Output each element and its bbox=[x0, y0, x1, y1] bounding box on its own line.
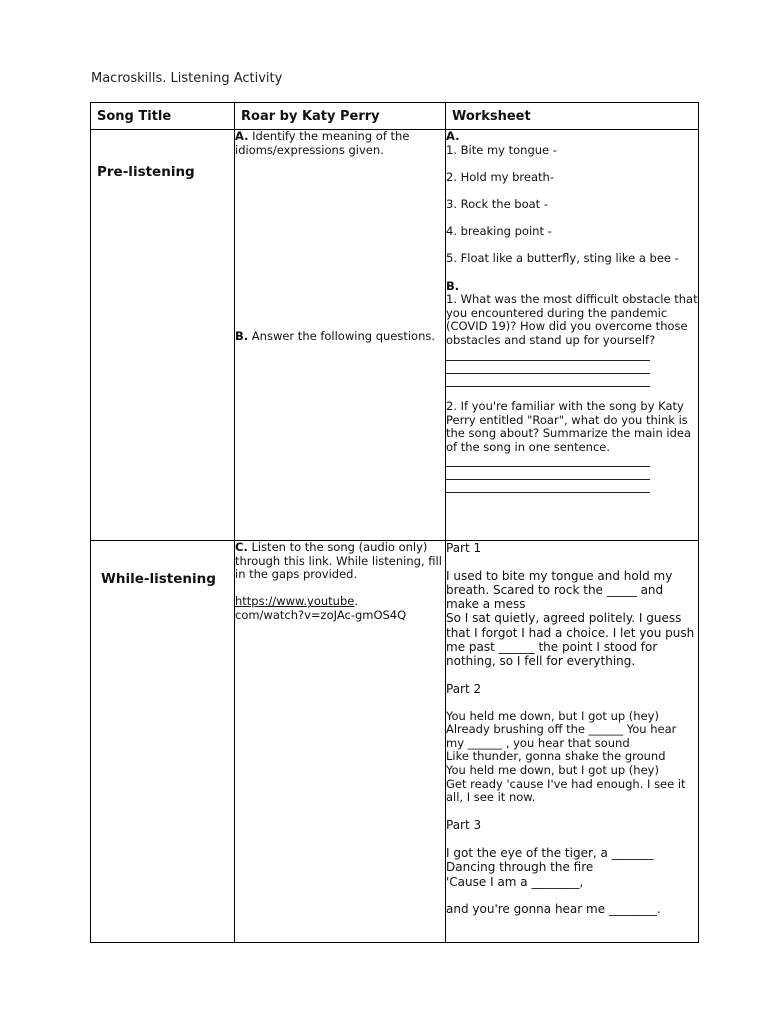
while-listening-row bbox=[91, 541, 699, 943]
song-link[interactable]: https://www.youtube. com/watch?v=zoJAc-gmOS4Q bbox=[235, 594, 407, 622]
instruction-c: C. Listen to the song (audio only) through this link. While listening, fill in the gaps provided. bbox=[235, 540, 442, 582]
part-3-label: Part 3 bbox=[446, 818, 482, 833]
answer-line[interactable] bbox=[446, 480, 650, 493]
answer-line[interactable] bbox=[446, 467, 650, 480]
answer-line[interactable] bbox=[446, 374, 650, 387]
worksheet-b-label: B. bbox=[446, 278, 460, 293]
while-listening-worksheet-cell bbox=[446, 541, 699, 943]
question-1: 1. What was the most difficult obstacle that you encountered during the pandemic (COVID 19)? How did you overcome those obstacles and stand up for yourself? bbox=[446, 292, 698, 347]
while-listening-instructions-cell bbox=[235, 541, 446, 943]
table-header-row bbox=[91, 103, 699, 130]
answer-line[interactable] bbox=[446, 348, 650, 361]
part-2-lyrics: You held me down, but I got up (hey) Already brushing off the ______ You hear my ______ , you hear that sound Like thunder, gonna shake the ground You held me down, but I got up (hey) Get ready 'cause I've had enough. I see it all, I see it now. bbox=[446, 708, 686, 805]
col-header-worksheet: Worksheet bbox=[446, 103, 699, 130]
idiom-item: 5. Float like a butterfly, sting like a bee - bbox=[446, 251, 679, 266]
pre-listening-stage-cell bbox=[91, 130, 235, 541]
instruction-b: B. Answer the following questions. bbox=[235, 329, 436, 344]
instruction-a: A. Identify the meaning of the idioms/expressions given. bbox=[235, 129, 410, 157]
part-3-lyrics: I got the eye of the tiger, a _______ Dancing through the fire 'Cause I am a ________, bbox=[446, 846, 654, 889]
col-header-song-title: Song Title bbox=[91, 103, 235, 130]
worksheet-table bbox=[90, 102, 699, 943]
idiom-item: 3. Rock the boat - bbox=[446, 196, 549, 211]
pre-listening-label: Pre-listening bbox=[97, 164, 195, 180]
question-2: 2. If you're familiar with the song by Katy Perry entitled "Roar", what do you think is the song about? Summarize the main idea of the song in one sentence. bbox=[446, 399, 692, 454]
answer-line[interactable] bbox=[446, 454, 650, 467]
pre-listening-row bbox=[91, 130, 699, 541]
idiom-item: 2. Hold my breath- bbox=[446, 169, 554, 184]
while-listening-label: While-listening bbox=[101, 571, 216, 587]
page-heading: Macroskills. Listening Activity bbox=[91, 71, 283, 86]
lyrics bbox=[446, 541, 698, 917]
worksheet-a-label: A. bbox=[446, 129, 460, 143]
part-3-last-line: and you're gonna hear me ________. bbox=[446, 902, 661, 917]
worksheet-a bbox=[446, 130, 698, 493]
idiom-item: 4. breaking point - bbox=[446, 224, 552, 239]
part-1-lyrics: I used to bite my tongue and hold my breath. Scared to rock the _____ and make a mess So I sat quietly, agreed politely. I guess that I forgot I had a choice. I let you push me past ______ the point I stood for nothing, so I fell for everything. bbox=[446, 568, 695, 669]
part-2-label: Part 2 bbox=[446, 681, 482, 696]
part-1-label: Part 1 bbox=[446, 541, 482, 555]
idiom-item: 1. Bite my tongue - bbox=[446, 142, 557, 157]
pre-listening-worksheet-cell bbox=[446, 130, 699, 541]
while-listening-stage-cell bbox=[91, 541, 235, 943]
answer-line[interactable] bbox=[446, 361, 650, 374]
pre-listening-instructions-cell bbox=[235, 130, 446, 541]
col-header-song-name: Roar by Katy Perry bbox=[235, 103, 446, 130]
